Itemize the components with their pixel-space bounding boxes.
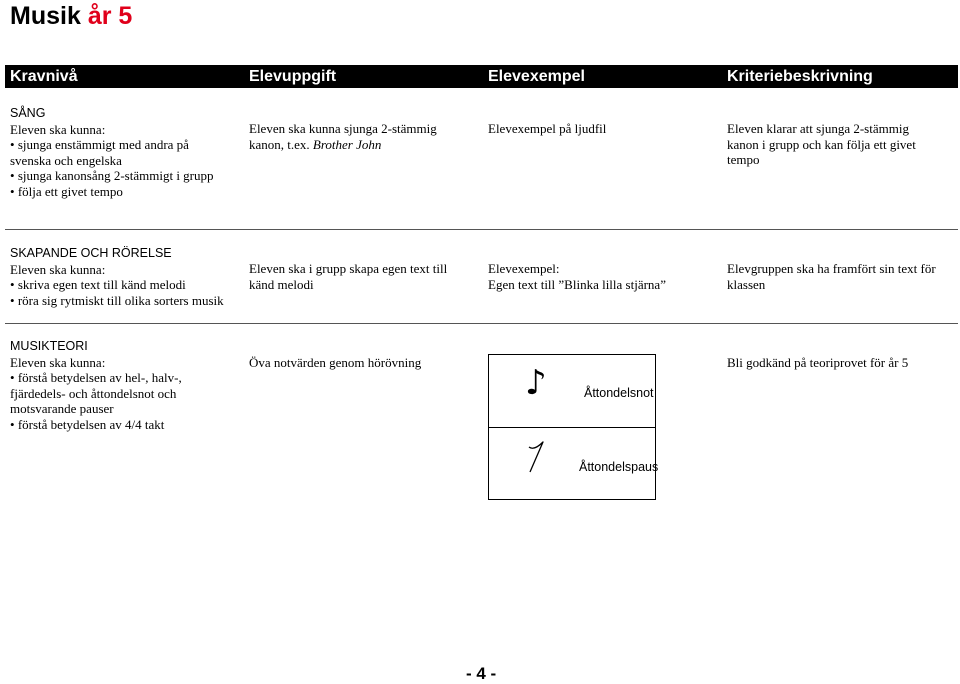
musikteori-item-1b: fjärdedels- och åttondelsnot och [10, 385, 177, 401]
musikteori-intro: Eleven ska kunna: [10, 354, 106, 370]
musikteori-item-2: • förstå betydelsen av 4/4 takt [10, 417, 182, 433]
sang-task-a: Eleven ska kunna sjunga 2-stämmig [249, 121, 437, 136]
sang-task-b-plain: kanon, t.ex. [249, 136, 313, 152]
eighth-note-label: Åttondelsnot [584, 386, 654, 400]
musikteori-task-text: Öva notvärden genom hörövning [249, 355, 422, 370]
note-value-examples [488, 354, 659, 500]
title-year: år 5 [87, 2, 133, 30]
sang-example-text: Elevexempel på ljudfil [488, 121, 607, 136]
sang-task [249, 121, 437, 152]
title-main: Musik [10, 2, 81, 30]
section-title-sang: SÅNG [10, 106, 46, 120]
eighth-rest-icon [523, 438, 549, 474]
sang-item-1b: svenska och engelska [10, 152, 122, 168]
sang-task-b-italic: Brother John [312, 136, 382, 152]
skapande-criteria-b: klassen [727, 276, 766, 292]
musikteori-item-1a: • förstå betydelsen av hel-, halv-, [10, 370, 182, 386]
sang-requirements [10, 106, 214, 199]
page-title [10, 0, 132, 32]
skapande-intro: Eleven ska kunna: [10, 261, 106, 277]
skapande-example-b: Egen text till ”Blinka lilla stjärna” [488, 276, 666, 292]
header-kravniva: Kravnivå [10, 68, 78, 85]
sang-item-2: • sjunga kanonsång 2-stämmigt i grupp [10, 168, 214, 184]
eighth-rest-label: Åttondelspaus [579, 460, 659, 474]
sang-task-b [249, 137, 437, 153]
sang-item-3: • följa ett givet tempo [10, 184, 214, 200]
skapande-item-1: • skriva egen text till känd melodi [10, 277, 224, 293]
row-divider-1 [5, 229, 958, 230]
musikteori-requirements [10, 339, 182, 432]
note-box-divider [489, 427, 655, 428]
skapande-example-a: Elevexempel: [488, 261, 560, 276]
row-divider-2 [5, 323, 958, 324]
sang-example [488, 121, 606, 137]
skapande-criteria-a: Elevgruppen ska ha framfört sin text för [727, 261, 936, 276]
sang-criteria-b: kanon i grupp och kan följa ett givet [727, 136, 916, 152]
skapande-task-b: känd melodi [249, 276, 314, 292]
sang-item-1a: • sjunga enstämmigt med andra på [10, 137, 214, 153]
eighth-note-icon: ♪ [525, 363, 547, 403]
musikteori-task [249, 355, 421, 371]
page-number: - 4 - [466, 664, 497, 683]
skapande-task-a: Eleven ska i grupp skapa egen text till [249, 261, 448, 276]
sang-criteria [727, 121, 916, 168]
header-elevexempel: Elevexempel [488, 68, 585, 85]
skapande-requirements [10, 246, 224, 308]
skapande-task [249, 261, 447, 292]
musikteori-criteria [727, 355, 908, 371]
table-header [5, 65, 958, 88]
sang-criteria-c: tempo [727, 152, 760, 167]
header-kriteriebeskrivning: Kriteriebeskrivning [727, 68, 873, 85]
sang-intro: Eleven ska kunna: [10, 121, 106, 137]
header-elevuppgift: Elevuppgift [249, 68, 337, 85]
section-title-musikteori: MUSIKTEORI [10, 339, 88, 353]
section-title-skapande: SKAPANDE OCH RÖRELSE [10, 246, 172, 260]
musikteori-item-1c: motsvarande pauser [10, 401, 114, 416]
musikteori-criteria-text: Bli godkänd på teoriprovet för år 5 [727, 355, 909, 370]
skapande-criteria [727, 261, 936, 292]
sang-criteria-a: Eleven klarar att sjunga 2-stämmig [727, 121, 909, 136]
skapande-item-2: • röra sig rytmiskt till olika sorters musik [10, 293, 224, 309]
skapande-example [488, 261, 666, 292]
